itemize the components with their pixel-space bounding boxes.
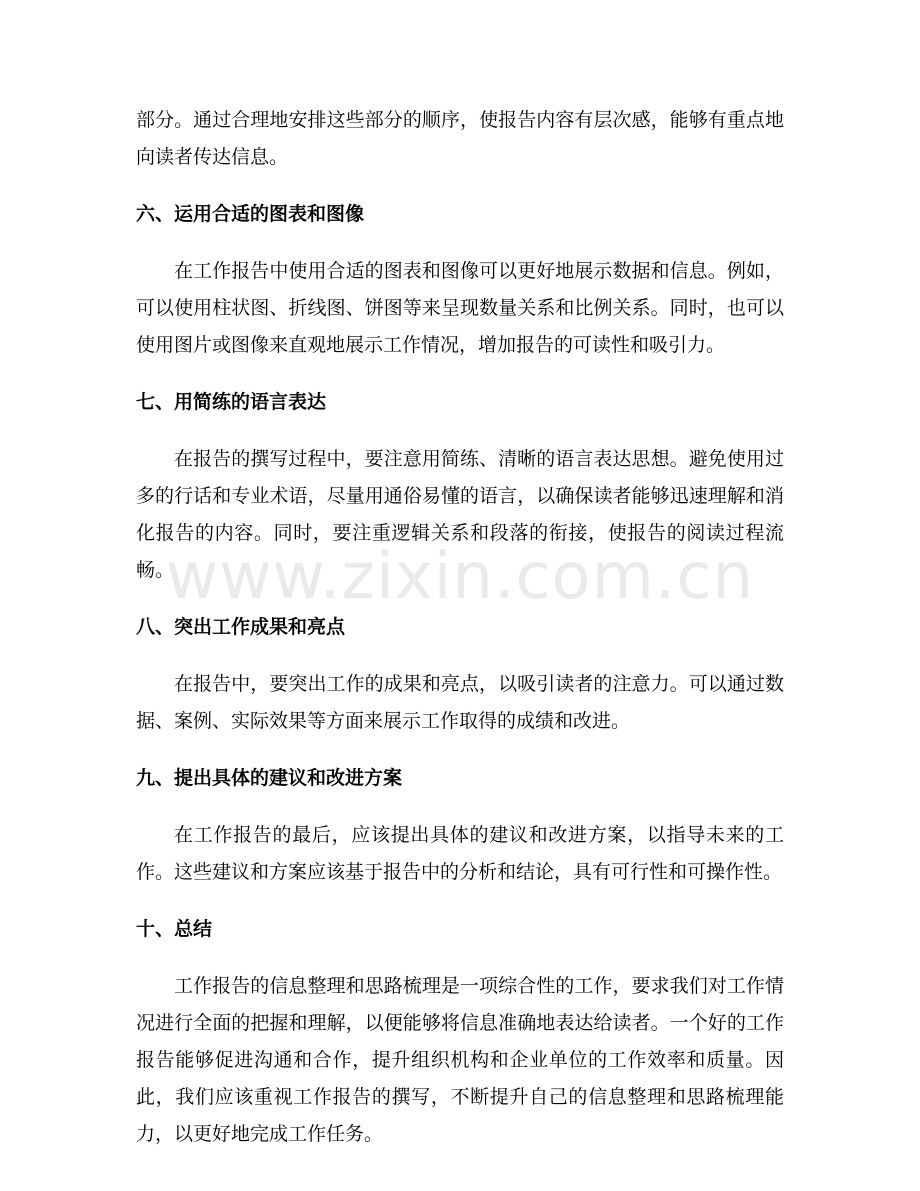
section-body-6: 在工作报告中使用合适的图表和图像可以更好地展示数据和信息。例如，可以使用柱状图、折线图、饼图等来呈现数量关系和比例关系。同时，也可以使用图片或图像来直观地展示工作情况，增加报告的可读性和吸引力。: [136, 260, 784, 356]
document-body: [136, 102, 784, 1153]
section-heading-10: 十、总结: [136, 918, 213, 940]
section-body-10: 工作报告的信息整理和思路梳理是一项综合性的工作，要求我们对工作情况进行全面的把握和理解，以便能够将信息准确地表达给读者。一个好的工作报告能够促进沟通和合作，提升组织机构和企业单位的工作效率和质量。因此，我们应该重视工作报告的撰写，不断提升自己的信息整理和思路梳理能力，以更好地完成工作任务。: [136, 975, 784, 1145]
section-body-9: 在工作报告的最后，应该提出具体的建议和改进方案，以指导未来的工作。这些建议和方案应该基于报告中的分析和结论，具有可行性和可操作性。: [136, 824, 784, 883]
section-heading-8: 八、突出工作成果和亮点: [136, 616, 346, 638]
section-heading-9: 九、提出具体的建议和改进方案: [136, 767, 403, 789]
section-heading-7: 七、用简练的语言表达: [136, 391, 327, 413]
watermark: www.zixin.com.cn: [165, 540, 755, 614]
section-body-8: 在报告中，要突出工作的成果和亮点，以吸引读者的注意力。可以通过数据、案例、实际效果等方面来展示工作取得的成绩和改进。: [136, 673, 784, 732]
section-heading-6: 六、运用合适的图表和图像: [136, 203, 365, 225]
section-body-7: 在报告的撰写过程中，要注意用简练、清晰的语言表达思想。避免使用过多的行话和专业术语，尽量用通俗易懂的语言，以确保读者能够迅速理解和消化报告的内容。同时，要注重逻辑关系和段落的衔接，使报告的阅读过程流畅。: [136, 448, 784, 581]
intro-paragraph: 部分。通过合理地安排这些部分的顺序，使报告内容有层次感，能够有重点地向读者传达信息。: [136, 109, 784, 168]
